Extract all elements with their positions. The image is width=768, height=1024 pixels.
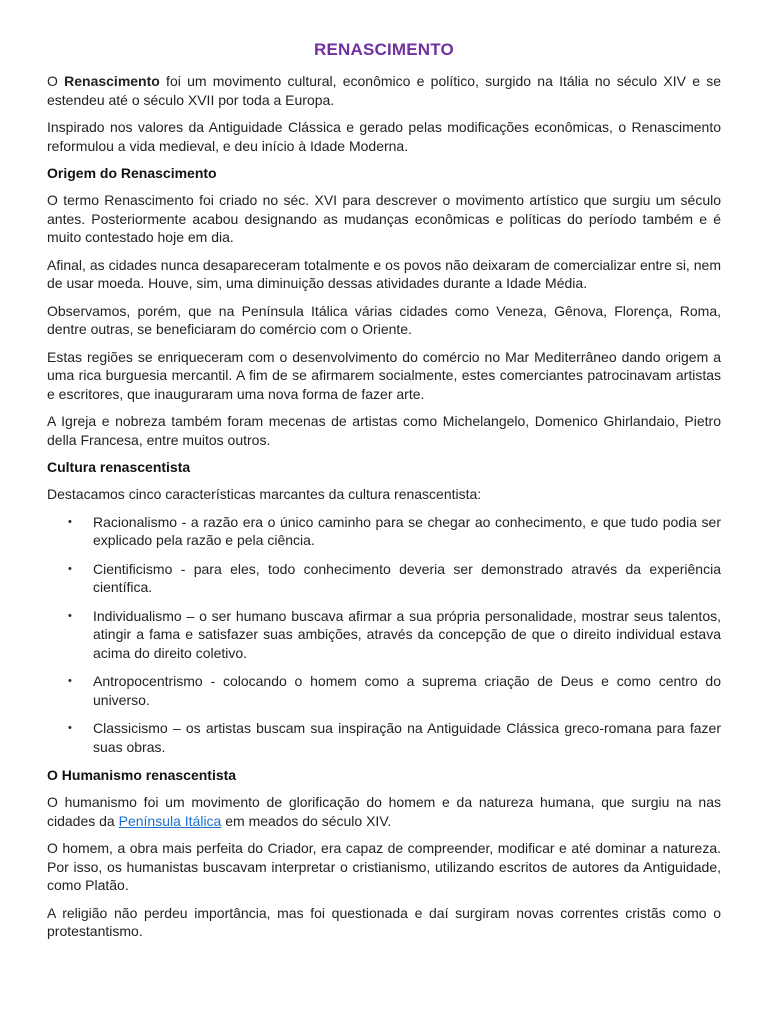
origem-paragraph: Afinal, as cidades nunca desapareceram totalmente e os povos não deixaram de comercializar entre si, nem de usar moeda. Houve, sim, uma diminuição dessas atividades durante a Idade Média. bbox=[47, 256, 721, 291]
humanismo-paragraph-2: O homem, a obra mais perfeita do Criador, era capaz de compreender, modificar e até dominar a natureza. Por isso, os humanistas buscavam interpretar o cristianismo, utilizando escritos de autores da Antiguidade, como Platão. bbox=[47, 840, 721, 893]
intro-p1-bold: Renascimento bbox=[64, 73, 160, 89]
cultura-intro: Destacamos cinco características marcantes da cultura renascentista: bbox=[47, 486, 482, 502]
bullet-icon: • bbox=[68, 515, 72, 528]
page-title: RENASCIMENTO bbox=[314, 40, 454, 59]
humanismo-p1-pre: O humanismo foi um movimento de glorificação do homem e da natureza humana, que surgiu na nas cidades da bbox=[47, 794, 721, 829]
section-heading-humanismo: O Humanismo renascentista bbox=[47, 767, 237, 783]
humanismo-paragraph-1 bbox=[47, 793, 721, 830]
list-item bbox=[47, 607, 721, 663]
section-heading-origem: Origem do Renascimento bbox=[47, 165, 217, 181]
bullet-icon: • bbox=[68, 562, 72, 575]
intro-paragraph-2: Inspirado nos valores da Antiguidade Clássica e gerado pelas modificações econômicas, o Renascimento reformulou a vida medieval, e deu início à Idade Moderna. bbox=[47, 119, 721, 154]
origem-paragraph: O termo Renascimento foi criado no séc. XVI para descrever o movimento artístico que surgiu um século antes. Posteriormente acabou designando as mudanças econômicas e políticas do período também e é muito contestado hoje em dia. bbox=[47, 192, 721, 245]
list-item bbox=[47, 560, 721, 597]
list-item-text: Antropocentrismo - colocando o homem como a suprema criação de Deus e como centro do universo. bbox=[93, 673, 721, 708]
origem-paragraph: Observamos, porém, que na Península Itálica várias cidades como Veneza, Gênova, Florença, Roma, dentre outras, se beneficiaram do comércio com o Oriente. bbox=[47, 302, 721, 337]
list-item bbox=[47, 672, 721, 709]
list-item-text: Individualismo – o ser humano buscava afirmar a sua própria personalidade, mostrar seus talentos, atingir a fama e satisfazer suas ambições, através da concepção de que o direito individual estava acima do direito coletivo. bbox=[93, 607, 721, 661]
intro-paragraph-1 bbox=[47, 72, 721, 109]
bullet-icon: • bbox=[68, 722, 72, 734]
list-item-text: Classicismo – os artistas buscam sua inspiração na Antiguidade Clássica greco-romana para fazer suas obras. bbox=[93, 720, 721, 755]
intro-p1-post: foi um movimento cultural, econômico e político, surgido na Itália no século XIV e se estendeu até o século XVII por toda a Europa. bbox=[47, 73, 722, 108]
list-item bbox=[47, 719, 721, 756]
cultura-list bbox=[47, 513, 721, 757]
intro-p1-pre: O bbox=[47, 73, 65, 89]
origem-paragraph: Estas regiões se enriqueceram com o desenvolvimento do comércio no Mar Mediterrâneo dando origem a uma rica burguesia mercantil. A fim de se afirmarem socialmente, estes comerciantes patrocinavam artistas e escritores, que inauguraram uma nova forma de fazer arte. bbox=[47, 348, 721, 402]
section-heading-cultura: Cultura renascentista bbox=[47, 459, 191, 475]
origem-paragraph: A Igreja e nobreza também foram mecenas de artistas como Michelangelo, Domenico Ghirlandaio, Pietro della Francesa, entre muitos outros. bbox=[47, 413, 721, 448]
humanismo-paragraph-3: A religião não perdeu importância, mas foi questionada e daí surgiram novas correntes cristãs como o protestantismo. bbox=[47, 904, 721, 939]
list-item-text: Cientificismo - para eles, todo conhecimento deveria ser demonstrado através da experiência científica. bbox=[93, 560, 721, 595]
peninsula-italica-link[interactable]: Península Itálica bbox=[118, 812, 222, 829]
bullet-icon: • bbox=[68, 609, 72, 622]
humanismo-p1-post: em meados do século XIV. bbox=[221, 812, 392, 829]
list-item bbox=[47, 513, 721, 550]
bullet-icon: • bbox=[68, 675, 72, 687]
list-item-text: Racionalismo - a razão era o único caminho para se chegar ao conhecimento, e que tudo podia ser explicado pela razão e pela ciência. bbox=[93, 513, 721, 548]
